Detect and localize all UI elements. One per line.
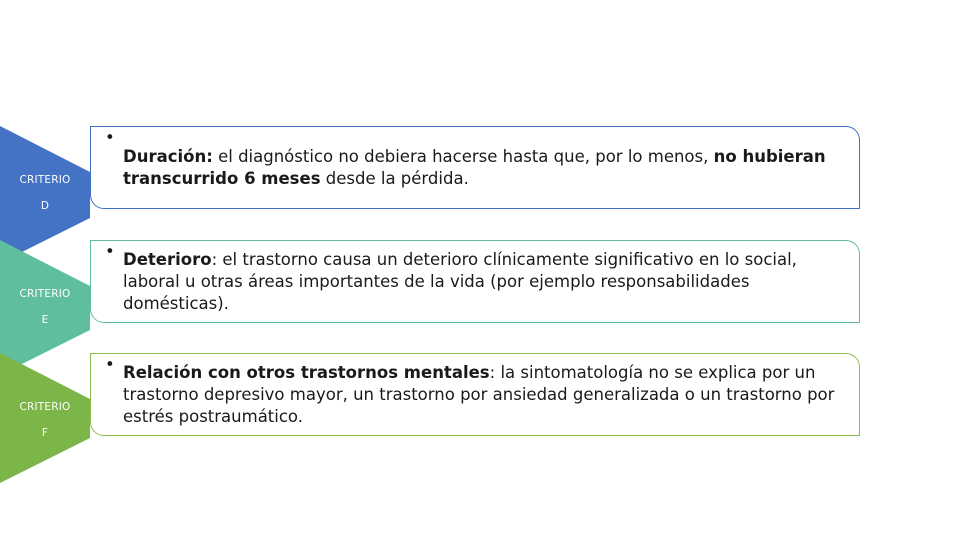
criterion-d-card xyxy=(90,126,860,209)
criterion-d-label xyxy=(0,167,90,219)
criterion-f-letter: F xyxy=(41,427,49,439)
bold-text-segment: Duración: xyxy=(123,146,213,166)
criterion-e-letter: E xyxy=(41,314,49,326)
bullet-d: • xyxy=(105,128,115,147)
criterion-e-card xyxy=(90,240,860,323)
bold-text-segment: Relación con otros trastornos mentales xyxy=(123,362,490,382)
bullet-f: • xyxy=(105,355,115,374)
criterion-d-word: CRITERIO xyxy=(19,174,71,186)
criterion-f-word: CRITERIO xyxy=(19,401,71,413)
criterion-f-label xyxy=(0,394,90,446)
criterion-e-label xyxy=(0,281,90,333)
text-segment: el diagnóstico no debiera hacerse hasta que, por lo menos, xyxy=(212,146,714,166)
bold-text-segment: Deterioro xyxy=(123,249,212,269)
criterion-f-text xyxy=(123,362,853,428)
text-segment: : el trastorno causa un deterioro clínicamente significativo en lo social, laboral u otras áreas importantes de la vida (por ejemplo responsabilidades domésticas). xyxy=(123,249,797,313)
criterion-e-text xyxy=(123,249,853,315)
bullet-e: • xyxy=(105,242,115,261)
criterion-e-word: CRITERIO xyxy=(19,288,71,300)
text-segment: desde la pérdida. xyxy=(320,168,469,188)
criterion-d-letter: D xyxy=(40,200,50,212)
criterion-f-card xyxy=(90,353,860,436)
text-segment: : la sintomatología no se explica por un trastorno depresivo mayor, un trastorno por ansiedad generalizada o un trastorno por estrés postraumático. xyxy=(123,362,835,426)
criterion-d-text xyxy=(123,146,853,190)
bold-text-segment: no hubieran transcurrido 6 meses xyxy=(123,146,826,188)
